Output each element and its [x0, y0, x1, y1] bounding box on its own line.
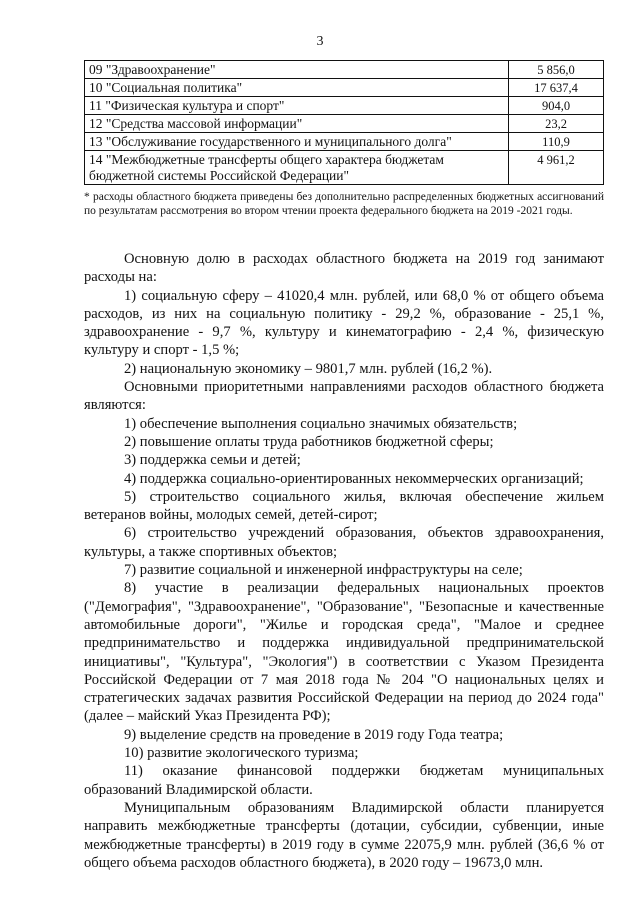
table-cell-label: 13 "Обслуживание государственного и муниципального долга"	[85, 133, 509, 151]
document-body	[84, 250, 604, 872]
table-cell-value: 110,9	[509, 133, 604, 151]
list-item: 6) строительство учреждений образования, объектов здравоохранения, культуры, а также спортивных объектов;	[84, 525, 604, 560]
paragraph: Муниципальным образованиям Владимирской области планируется направить межбюджетные трансферты (дотации, субсидии, субвенции, иные межбюджетные трансферты) в 2019 году в сумме 22075,9 млн. рублей (36,6 % от общего объема расходов областного бюджета), в 2020 году – 19673,0 млн.	[84, 799, 604, 871]
page-number: 3	[316, 34, 324, 49]
table-cell-value: 904,0	[509, 97, 604, 115]
list-item: 10) развитие экологического туризма;	[124, 745, 359, 762]
table-cell-label: 09 "Здравоохранение"	[85, 61, 509, 79]
table-row	[85, 97, 604, 115]
table-row	[85, 151, 604, 185]
expenditure-table	[84, 60, 604, 185]
table-cell-value: 17 637,4	[509, 79, 604, 97]
list-item: 11) оказание финансовой поддержки бюджетам муниципальных образований Владимирской области.	[84, 763, 604, 798]
table-cell-label: 14 "Межбюджетные трансферты общего характера бюджетам бюджетной системы Российской Федерации"	[85, 151, 509, 185]
list-item: 2) повышение оплаты труда работников бюджетной сферы;	[124, 433, 494, 450]
list-item: 5) строительство социального жилья, включая обеспечение жильем ветеранов войны, молодых семей, детей-сирот;	[84, 488, 604, 524]
list-item: 2) национальную экономику – 9801,7 млн. рублей (16,2 %).	[124, 360, 493, 377]
table-cell-label: 10 "Социальная политика"	[85, 79, 509, 97]
table-row	[85, 61, 604, 79]
list-item: 1) социальную сферу – 41020,4 млн. рублей, или 68,0 % от общего объема расходов, из них на социальную политику - 29,2 %, образование - 25,1 %, здравоохранение - 9,7 %, культуру и кинематографию - 2,4 %, физическую культуру и спорт - 1,5 %;	[84, 287, 604, 359]
paragraph: Основную долю в расходах областного бюджета на 2019 год занимают расходы на:	[84, 251, 604, 286]
list-item: 4) поддержка социально-ориентированных некоммерческих организаций;	[124, 470, 584, 487]
paragraph: Основными приоритетными направлениями расходов областного бюджета являются:	[84, 379, 604, 414]
table-cell-label: 11 "Физическая культура и спорт"	[85, 97, 509, 115]
list-item: 3) поддержка семьи и детей;	[124, 452, 301, 469]
table-row	[85, 79, 604, 97]
table-cell-value: 23,2	[509, 115, 604, 133]
table-cell-value: 5 856,0	[509, 61, 604, 79]
table-cell-value: 4 961,2	[509, 151, 604, 185]
list-item: 8) участие в реализации федеральных национальных проектов ("Демография", "Здравоохранение", "Образование", "Безопасные и качественные автомобильные дороги", "Жилье и городская среда", "Малое и среднее предпринимательство и поддержка индивидуальной предпринимательской инициативы", "Культура", "Экология") в соответствии с Указом Президента Российской Федерации от 7 мая 2018 года № 204 "О национальных целях и стратегических задачах развития Российской Федерации на период до 2024 года" (далее – майский Указ Президента РФ);	[84, 580, 604, 725]
list-item: 9) выделение средств на проведение в 2019 году Года театра;	[124, 726, 504, 743]
list-item: 7) развитие социальной и инженерной инфраструктуры на селе;	[124, 562, 523, 579]
table-row	[85, 133, 604, 151]
table-cell-label: 12 "Средства массовой информации"	[85, 115, 509, 133]
table-footnote: * расходы областного бюджета приведены без дополнительно распределенных бюджетных ассигнований по результатам рассмотрения во втором чтении проекта федерального бюджета на 2019 -2021 годы.	[84, 191, 604, 217]
list-item: 1) обеспечение выполнения социально значимых обязательств;	[124, 415, 518, 432]
table-row	[85, 115, 604, 133]
